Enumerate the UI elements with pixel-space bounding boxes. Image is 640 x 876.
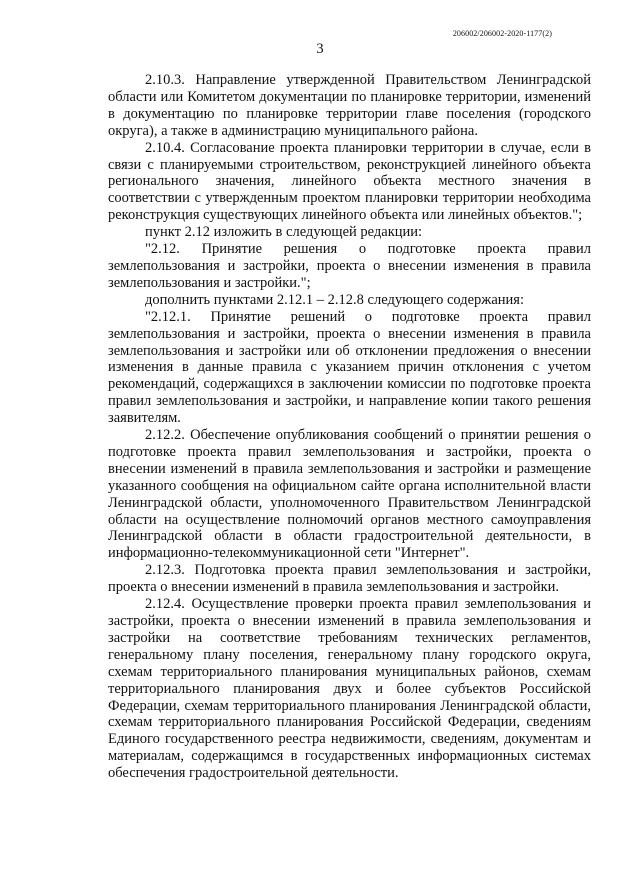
paragraph-2-12-1: "2.12.1. Принятие решений о подготовке проекта правил землепользования и застройки, проекта о внесении изменения в правила землепользования и застройки или об отклонении предложения о внесении изменения в данные правила с указанием причин отклонения с учетом рекомендаций, содержащихся в заключении комиссии по подготовке проекта правил землепользования и застройки, и направление копии такого решения заявителям. [108,308,591,427]
paragraph-add-2-12-1-8: дополнить пунктами 2.12.1 – 2.12.8 следующего содержания: [145,291,524,308]
paragraph-2-10-4: 2.10.4. Согласование проекта планировки территории в случае, если в связи с планируемыми строительством, реконструкцией линейного объекта регионального значения, линейного объекта местного значения в соответствии с утвержденным проектом планировки территории необходима реконструкция существующих линейного объекта или линейных объектов."; [108,139,591,224]
paragraph-2-12: "2.12. Принятие решения о подготовке проекта правил землепользования и застройки, проекта о внесении изменения в правила землепользования и застройки."; [108,241,591,291]
paragraph-2-12-2: 2.12.2. Обеспечение опубликования сообщений о принятии решения о подготовке проекта правил землепользования и застройки, проекта о внесении изменений в правила землепользования и застройки и размещение указанного сообщения на официальном сайте органа исполнительной власти Ленинградской области, уполномоченного Правительством Ленинградской области на осуществление полномочий органов местного самоуправления Ленинградской области в области градостроительной деятельности, в информационно-телекоммуникационной сети "Интернет". [108,427,591,562]
document-body [108,72,591,782]
paragraph-2-12-3: 2.12.3. Подготовка проекта правил землепользования и застройки, проекта о внесении изменений в правила землепользования и застройки. [108,562,591,596]
page-number: 3 [316,41,324,57]
paragraph-2-10-3: 2.10.3. Направление утвержденной Правительством Ленинградской области или Комитетом документации по планировке территории, изменений в документацию по планировке территории главе поселения (городского округа), а также в администрацию муниципального района. [108,72,591,139]
paragraph-2-12-4: 2.12.4. Осуществление проверки проекта правил землепользования и застройки, проекта о внесении изменений в правила землепользования и застройки на соответствие требованиям технических регламентов, генеральному плану поселения, генеральному плану городского округа, схемам территориального планирования муниципальных районов, схемам территориального планирования двух и более субъектов Российской Федерации, схемам территориального планирования Ленинградской области, схемам территориального планирования Российской Федерации, сведениям Единого государственного реестра недвижимости, сведениям, документам и материалам, содержащимся в государственных информационных системах обеспечения градостроительной деятельности. [108,596,591,782]
document-registration-number: 206002/206002-2020-1177(2) [452,29,552,38]
paragraph-amend-2-12: пункт 2.12 изложить в следующей редакции: [145,224,423,241]
